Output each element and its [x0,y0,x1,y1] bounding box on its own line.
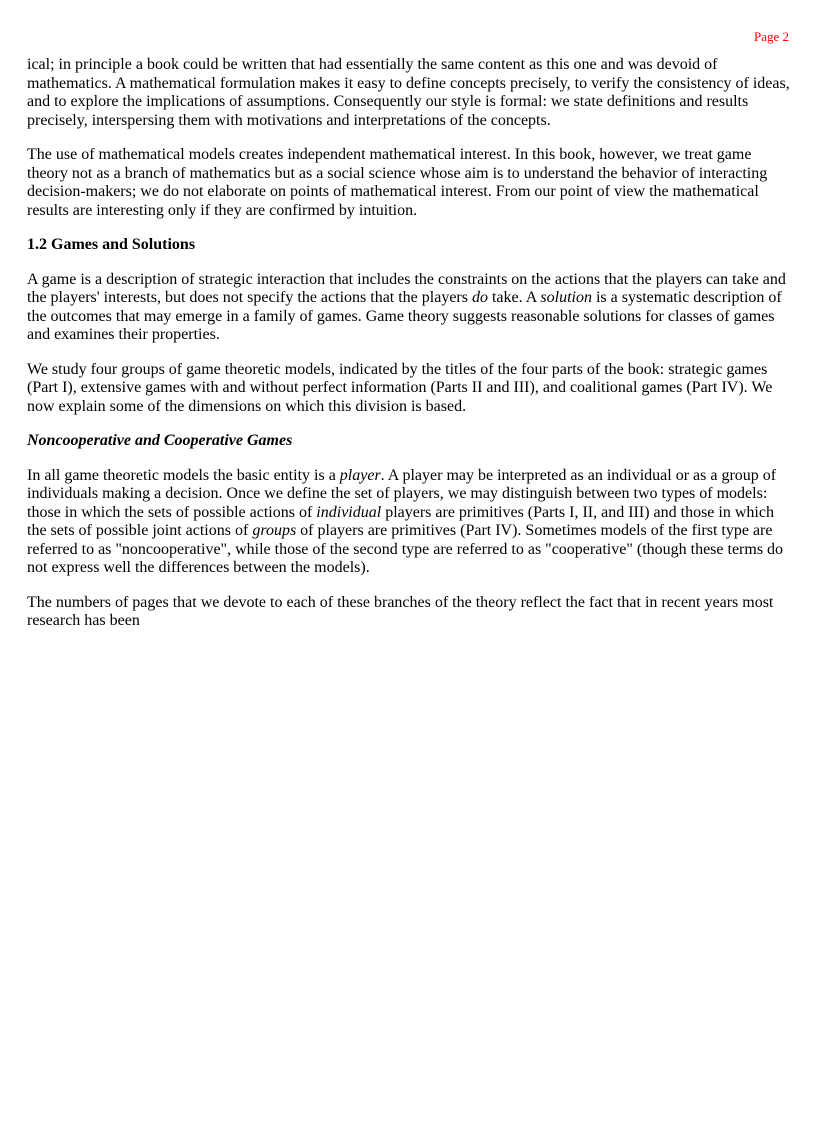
paragraph-5-text-g: of players are primitives (Part IV). Sometimes models of the first type are referred to as "noncooperative", while those of the second type are referred to as "cooperative" (though these terms do not express well the differences between the models). [27,522,784,576]
paragraph-5-text-a: In all game theoretic models the basic entity is a [27,466,340,484]
paragraph-3 [27,271,791,345]
paragraph-5-text-e: players are primitives (Parts I, II, and III) and those in which the sets of possible joint actions of [27,503,774,539]
paragraph-5-emphasis-groups: groups [252,522,297,539]
paragraph-5-emphasis-player: player [339,466,381,484]
paragraph-3-emphasis-solution: solution [540,289,592,306]
paragraph-5-text-c: . A player may be interpreted as an individual or as a group of individuals making a decision. Once we define the set of players, we may distinguish between two types of models: those in which the sets of possible actions of [27,466,777,521]
paragraph-2: The use of mathematical models creates independent mathematical interest. In this book, however, we treat game theory not as a branch of mathematics but as a social science whose aim is to understand the behavior of interacting decision-makers; we do not elaborate on points of mathematical interest. From our point of view the mathematical results are interesting only if they are confirmed by intuition. [27,146,768,219]
paragraph-3-emphasis-do: do [471,289,488,306]
paragraph-3-text-c: take. A [487,289,541,306]
paragraph-3-text-e: is a systematic description of the outcomes that may emerge in a family of games. Game theory suggests reasonable solutions for classes of games and examines their properties. [27,289,782,343]
document-body [27,56,791,647]
page-number: Page 2 [753,29,789,44]
paragraph-4: We study four groups of game theoretic models, indicated by the titles of the four parts of the book: strategic games (Part I), extensive games with and without perfect information (Parts II and III), and coalitional games (Part IV). We now explain some of the dimensions on which this division is based. [27,360,773,415]
paragraph-6: The numbers of pages that we devote to each of these branches of the theory reflect the fact that in recent years most research has been [27,593,774,629]
paragraph-1: ical; in principle a book could be written that had essentially the same content as this one and was devoid of mathematics. A mathematical formulation makes it easy to define concepts precisely, to verify the consistency of ideas, and to explore the implications of assumptions. Consequently our style is formal: we state definitions and results precisely, interspersing them with motivations and interpretations of the concepts. [27,56,790,129]
subsection-heading: Noncooperative and Cooperative Games [27,432,293,449]
paragraph-5-emphasis-individual: individual [316,503,382,521]
paragraph-3-text-a: A game is a description of strategic interaction that includes the constraints on the actions that the players can take and the players' interests, but does not specify the actions that the players [27,270,786,306]
paragraph-5 [27,467,791,578]
section-heading: 1.2 Games and Solutions [27,236,196,253]
